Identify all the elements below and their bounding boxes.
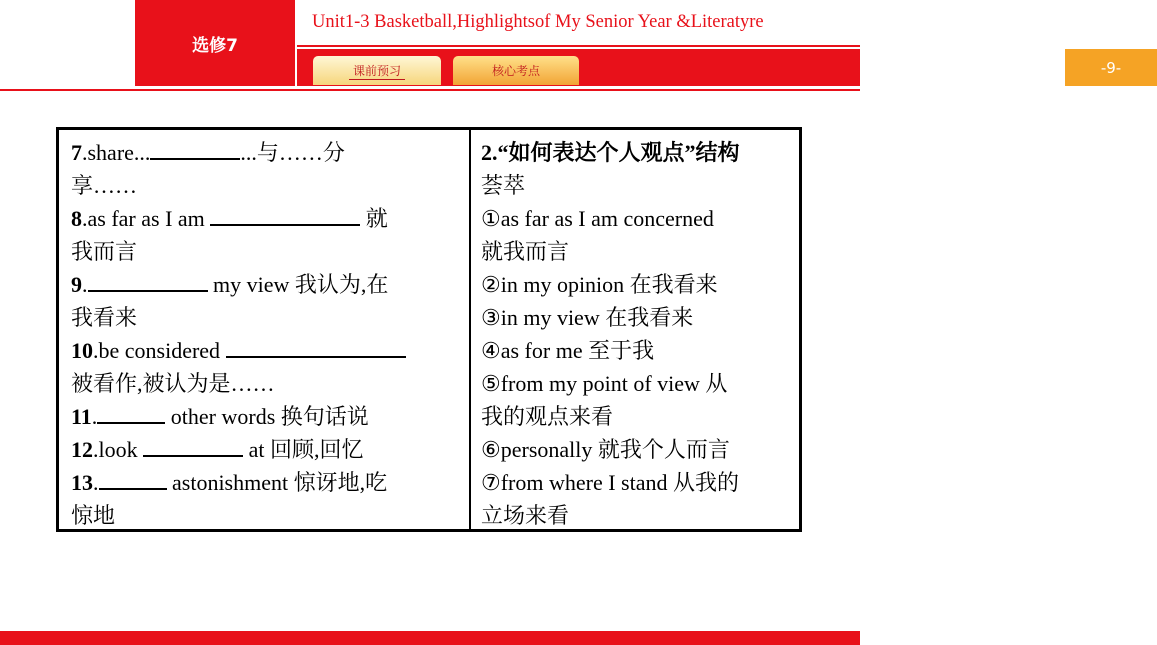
item-8-cont: 我而言 [71,239,138,264]
content-table [56,127,802,532]
phrase-2: ②in my opinion 在我看来 [481,272,718,297]
item-9: 9. my view 我认为,在 [71,268,457,301]
page-number: -9- [1065,49,1157,86]
item-13: 13. astonishment 惊讶地,吃 [71,466,457,499]
phrase-7-meaning: 立场来看 [481,503,570,528]
phrase-5-meaning: 我的观点来看 [481,404,614,429]
header-bottom-line [0,89,860,91]
phrase-7: ⑦from where I stand 从我的 [481,470,739,495]
footer-bar [0,631,860,645]
module-label: 选修7 [135,0,295,86]
right-column [481,136,799,532]
item-9-cont: 我看来 [71,305,138,330]
tab-preview[interactable] [313,56,441,85]
item-7: 7.share... ...与……分 [71,136,457,169]
phrase-4: ④as for me 至于我 [481,338,655,363]
answer-blank[interactable] [88,268,208,292]
column-divider [469,130,471,529]
tab-key-points-label: 核心考点 [491,64,540,78]
tab-key-points[interactable] [453,56,579,85]
phrase-1: ①as far as I am concerned [481,206,714,231]
answer-blank[interactable] [226,334,406,358]
answer-blank[interactable] [210,202,360,226]
item-10-cont: 被看作,被认为是…… [71,371,275,396]
header-left-area [0,0,135,86]
answer-blank[interactable] [99,466,167,490]
phrase-6: ⑥personally 就我个人而言 [481,437,730,462]
item-13-cont: 惊地 [71,503,116,528]
answer-blank[interactable] [97,400,165,424]
section-heading: 2.“如何表达个人观点”结构 [481,140,740,165]
tab-preview-label: 课前预习 [349,62,405,80]
item-12: 12.look at 回顾,回忆 [71,433,457,466]
section-heading-cont: 荟萃 [481,173,526,198]
header-divider [297,45,860,47]
phrase-3: ③in my view 在我看来 [481,305,694,330]
item-11: 11. other words 换句话说 [71,400,457,433]
answer-blank[interactable] [150,136,240,160]
tab-bar [297,49,1122,86]
answer-blank[interactable] [143,433,243,457]
left-column [71,136,457,532]
item-10: 10.be considered [71,334,457,367]
item-7-cont: 享…… [71,173,138,198]
unit-title: Unit1-3 Basketball,Highlightsof My Senior Year &Literatyre [312,12,764,32]
item-8: 8.as far as I am 就 [71,202,457,235]
phrase-1-meaning: 就我而言 [481,239,570,264]
phrase-5: ⑤from my point of view 从 [481,371,728,396]
